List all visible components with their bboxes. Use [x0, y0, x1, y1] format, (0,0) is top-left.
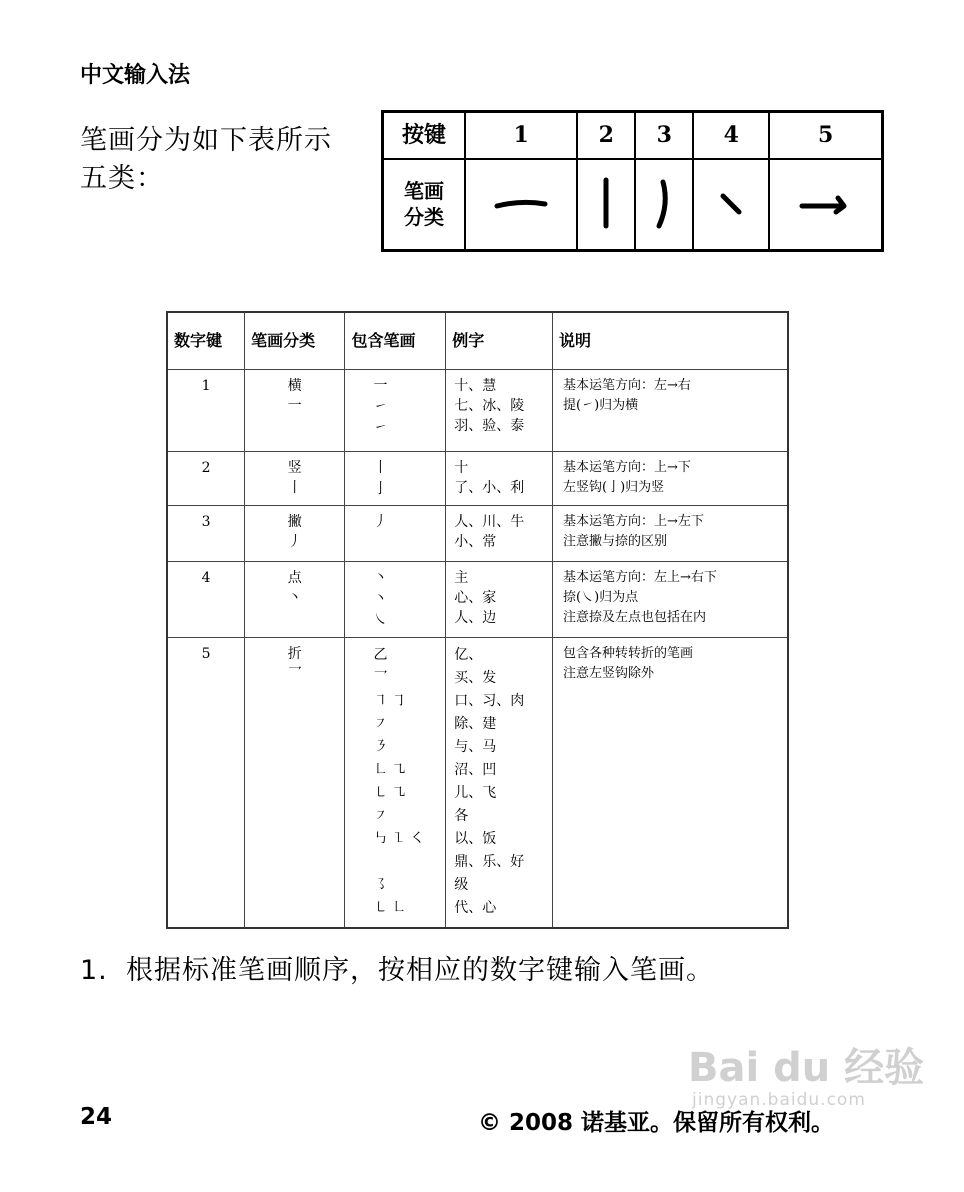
example-line: 人、边 [454, 610, 497, 626]
table-row [167, 452, 788, 506]
watermark-logo: Bai du 经验 [688, 1045, 925, 1091]
row-notes [553, 638, 788, 928]
note-line: 基本运笔方向：上→左下 [563, 514, 704, 529]
stroke-key-table [381, 110, 884, 252]
stroke-line: ㇕ ㇆ [373, 693, 406, 709]
example-line: 七、冰、陵 [454, 398, 525, 414]
table-row [167, 638, 788, 928]
row-notes [553, 452, 788, 506]
note-line: 基本运笔方向：上→下 [563, 460, 691, 475]
step-instruction [80, 948, 714, 987]
row-strokes [345, 562, 446, 638]
row-notes [553, 370, 788, 452]
header-examples: 例字 [446, 312, 553, 370]
note-line: 捺(㇏)归为点 [563, 590, 639, 605]
row-category [245, 452, 345, 506]
example-line: 儿、飞 [454, 785, 497, 801]
page-number: 24 [80, 1104, 113, 1130]
example-line: 鼎、乐、好 [454, 854, 525, 870]
key-5: 5 [769, 112, 882, 159]
row-strokes [345, 506, 446, 562]
stroke-line: ㇀ [373, 399, 388, 415]
note-line: 基本运笔方向：左上→右下 [563, 570, 717, 585]
note-line: 提(㇀)归为横 [563, 398, 639, 413]
example-line: 人、川、牛 [454, 514, 525, 530]
stroke-line: ㇀ [373, 420, 388, 436]
table-row [167, 562, 788, 638]
stroke-line: ㇉ ㇅ ㇛ [373, 831, 425, 847]
category-line: 丿 [287, 534, 302, 550]
stroke-line: 丿 [373, 514, 388, 530]
copyright-notice: © 2008 诺基亚。保留所有权利。 [478, 1110, 835, 1136]
stroke-left-falling-icon [635, 159, 693, 251]
detail-header-row [167, 312, 788, 370]
key-row [383, 112, 883, 159]
example-line: 沼、凹 [454, 762, 497, 778]
intro-text [80, 122, 375, 198]
stroke-row-label [383, 159, 466, 251]
header-notes: 说明 [553, 312, 788, 370]
stroke-line: ㇌ [373, 877, 388, 893]
row-category [245, 638, 345, 928]
stroke-line: 亅 [373, 481, 388, 497]
row-category [245, 562, 345, 638]
stroke-line: ㇏ [373, 612, 388, 628]
intro-line: 五类： [80, 163, 164, 194]
row-examples [446, 452, 553, 506]
stroke-line: 一 [373, 378, 388, 394]
example-line: 主 [454, 570, 469, 586]
note-line: 注意撇与捺的区别 [563, 534, 668, 549]
note-line: 包含各种转转折的笔画 [563, 646, 694, 661]
row-strokes [345, 452, 446, 506]
note-line: 注意左竖钩除外 [563, 666, 655, 681]
stroke-turning-icon [769, 159, 882, 251]
example-line: 除、建 [454, 716, 497, 732]
stroke-line: 丶 [373, 570, 388, 586]
key-3: 3 [635, 112, 693, 159]
row-category [245, 370, 345, 452]
category-line: 一 [287, 398, 302, 414]
header-key: 数字键 [167, 312, 245, 370]
row-key: 1 [167, 370, 245, 452]
stroke-vertical-icon [577, 159, 635, 251]
category-line: 折 [287, 646, 302, 662]
category-line: 丨 [287, 480, 302, 496]
row-key: 2 [167, 452, 245, 506]
category-line: 竖 [287, 460, 302, 476]
example-line: 小、常 [454, 534, 497, 550]
example-line: 了、小、利 [454, 480, 525, 496]
stroke-line: ㇄ ㇈ [373, 785, 406, 801]
stroke-row-label-line: 分类 [404, 205, 444, 230]
note-line: 注意捺及左点也包括在内 [563, 610, 707, 625]
row-notes [553, 562, 788, 638]
stroke-line: ㇗ ㇈ [373, 762, 406, 778]
example-line: 心、家 [454, 590, 497, 606]
row-key: 4 [167, 562, 245, 638]
row-key: 5 [167, 638, 245, 928]
category-line: 点 [287, 570, 302, 586]
category-line: 乛 [287, 666, 302, 682]
section-title: 中文输入法 [80, 63, 191, 88]
stroke-row-label-line: 笔画 [404, 179, 444, 204]
row-examples [446, 370, 553, 452]
stroke-line: ㇇ [373, 808, 388, 824]
row-examples [446, 638, 553, 928]
row-strokes [345, 638, 446, 928]
stroke-line [373, 851, 445, 874]
stroke-line: 乙 [373, 647, 388, 663]
stroke-dot-icon [693, 159, 769, 251]
intro-line: 笔画分为如下表所示 [80, 125, 332, 156]
stroke-line: ㇋ [373, 739, 388, 755]
example-line: 十 [454, 460, 469, 476]
key-header-label: 按键 [383, 112, 466, 159]
step-number: 1. [80, 955, 108, 986]
table-row [167, 370, 788, 452]
stroke-row [383, 159, 883, 251]
category-line: 撇 [287, 514, 302, 530]
example-line: 买、发 [454, 670, 497, 686]
table-row [167, 506, 788, 562]
stroke-line: ㇄ ㇗ [373, 900, 406, 916]
example-line: 亿、 [454, 647, 483, 663]
stroke-detail-table [166, 311, 789, 929]
example-line: 与、马 [454, 739, 497, 755]
stroke-line: 丨 [373, 460, 388, 476]
example-line: 口、习、肉 [454, 693, 525, 709]
stroke-line: ㇇ [373, 716, 388, 732]
row-examples [446, 506, 553, 562]
header-strokes: 包含笔画 [345, 312, 446, 370]
key-1: 1 [465, 112, 577, 159]
example-line: 代、心 [454, 900, 497, 916]
row-examples [446, 562, 553, 638]
step-text: 根据标准笔画顺序，按相应的数字键输入笔画。 [126, 955, 714, 986]
category-line: 横 [287, 378, 302, 394]
example-line: 各 [454, 808, 469, 824]
row-notes [553, 506, 788, 562]
category-line: 丶 [287, 590, 302, 606]
note-line: 左竖钩(亅)归为竖 [563, 480, 665, 495]
note-line: 基本运笔方向：左→右 [563, 378, 691, 393]
example-line: 以、饭 [454, 831, 497, 847]
key-2: 2 [577, 112, 635, 159]
baidu-watermark [688, 1046, 924, 1110]
header-category: 笔画分类 [245, 312, 345, 370]
stroke-horizontal-icon [465, 159, 577, 251]
example-line: 十、慧 [454, 378, 497, 394]
row-category [245, 506, 345, 562]
watermark-url: jingyan.baidu.com [692, 1090, 866, 1110]
example-line: 羽、验、泰 [454, 418, 525, 434]
stroke-line: 乛 [373, 670, 388, 686]
row-key: 3 [167, 506, 245, 562]
key-4: 4 [693, 112, 769, 159]
stroke-line: 丶 [373, 591, 388, 607]
example-line: 级 [454, 877, 469, 893]
row-strokes [345, 370, 446, 452]
